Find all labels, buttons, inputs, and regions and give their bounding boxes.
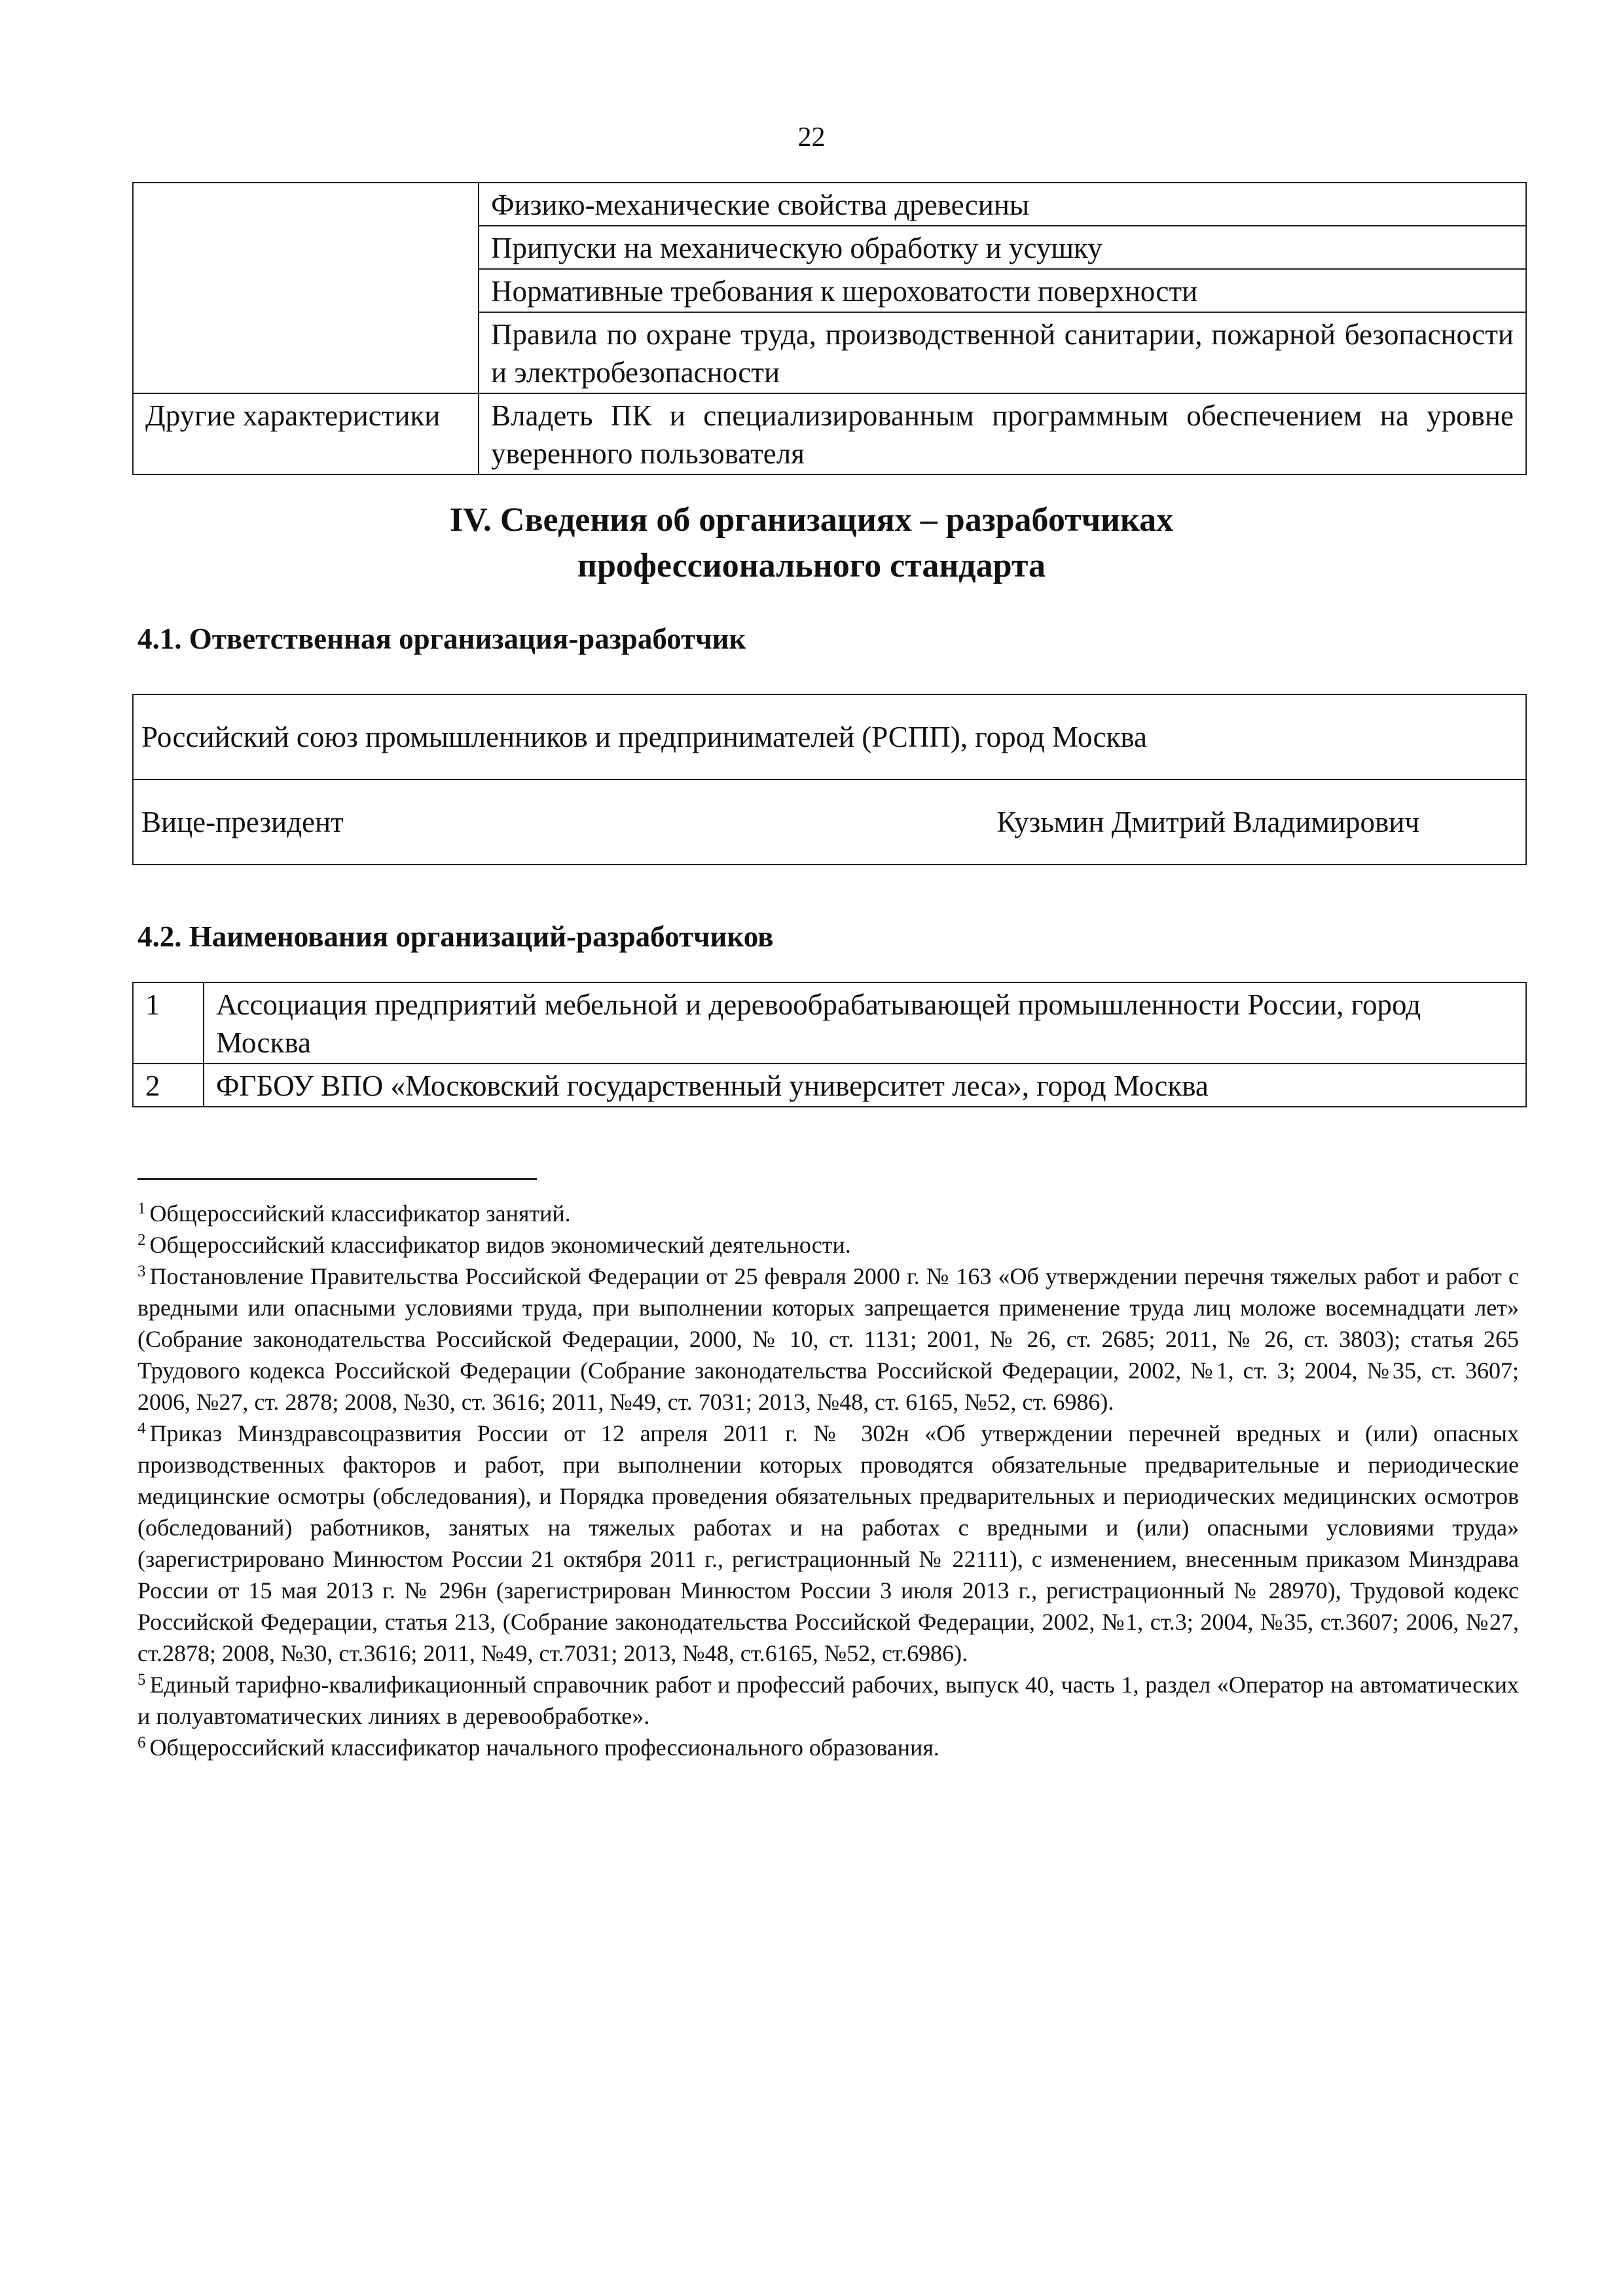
footnote-marker: 2 (137, 1231, 146, 1249)
responsible-org-name: Российский союз промышленников и предпринимателей (РСПП), город Москва (133, 694, 1526, 780)
section-title-line2: профессионального стандарта (577, 547, 1046, 584)
table-cell-label: Другие характеристики (133, 393, 479, 475)
table-cell-label (133, 183, 479, 393)
footnote (137, 1732, 1519, 1763)
table-row (133, 982, 1526, 1064)
footnote-marker: 4 (137, 1420, 146, 1437)
footnote-separator (137, 1178, 537, 1180)
table-row (133, 393, 1526, 475)
section-title (0, 497, 1623, 589)
footnote-marker: 3 (137, 1263, 146, 1280)
footnote-text: Общероссийский классификатор занятий. (149, 1200, 571, 1227)
table-row (133, 183, 1526, 226)
footnote-text: Единый тарифно-квалификационный справочник работ и профессий рабочих, выпуск 40, часть 1, раздел «Оператор на автоматических и полуавтоматических линиях в деревообработке». (137, 1672, 1519, 1729)
org-name: ФГБОУ ВПО «Московский государственный университет леса», город Москва (204, 1064, 1526, 1107)
footnote-text: Общероссийский классификатор видов экономический деятельности. (149, 1232, 851, 1258)
table-cell-value: Нормативные требования к шероховатости поверхности (479, 269, 1526, 312)
footnote (137, 1669, 1519, 1732)
responsible-org-signatory (133, 780, 1526, 865)
table-cell-value: Владеть ПК и специализированным программным обеспечением на уровне уверенного пользователя (479, 393, 1526, 475)
org-number: 2 (133, 1064, 204, 1107)
signatory-position: Вице-президент (141, 806, 344, 838)
footnote (137, 1198, 1519, 1229)
footnote-text: Приказ Минздравсоцразвития России от 12 апреля 2011 г. № 302н «Об утверждении перечней вредных и (или) опасных производственных факторов и работ, при выполнении которых проводятся обязательные предварительные и периодические медицинские осмотры (обследования), и Порядка проведения обязательных предварительных и периодических медицинских осмотров (обследований) работников, занятых на тяжелых работах и на работах с вредными и (или) опасными условиями труда» (зарегистрировано Минюстом России 21 октября 2011 г., регистрационный № 22111), с изменением, внесенным приказом Минздрава России от 15 мая 2013 г. № 296н (зарегистрирован Минюстом России 3 июля 2013 г., регистрационный № 28970), Трудовой кодекс Российской Федерации, статья 213, (Собрание законодательства Российской Федерации, 2002, №1, ст.3; 2004, №35, ст.3607; 2006, №27, ст.2878; 2008, №30, ст.3616; 2011, №49, ст.7031; 2013, №48, ст.6165, №52, ст.6986). (137, 1420, 1519, 1666)
footnote (137, 1418, 1519, 1669)
footnote-text: Постановление Правительства Российской Федерации от 25 февраля 2000 г. № 163 «Об утверждении перечня тяжелых работ и работ с вредными или опасными условиями труда, при выполнении которых запрещается применение труда лиц моложе восемнадцати лет» (Собрание законодательства Российской Федерации, 2000, № 10, ст. 1131; 2001, № 26, ст. 2685; 2011, № 26, ст. 3803); статья 265 Трудового кодекса Российской Федерации (Собрание законодательства Российской Федерации, 2002, №1, ст. 3; 2004, №35, ст. 3607; 2006, №27, ст. 2878; 2008, №30, ст. 3616; 2011, №49, ст. 7031; 2013, №48, ст. 6165, №52, ст. 6986). (137, 1263, 1519, 1415)
table-cell-value: Припуски на механическую обработку и усушку (479, 226, 1526, 269)
qualification-table (132, 182, 1527, 475)
page-number: 22 (797, 122, 826, 152)
signatory-name: Кузьмин Дмитрий Владимирович (996, 806, 1419, 838)
responsible-org-heading: 4.1. Ответственная организация-разработчик (137, 622, 746, 655)
footnote-marker: 6 (137, 1734, 146, 1751)
responsible-org-table (132, 694, 1527, 865)
footnote-marker: 1 (137, 1200, 146, 1217)
table-cell-value: Правила по охране труда, производственной санитарии, пожарной безопасности и электробезопасности (479, 312, 1526, 393)
table-row (133, 694, 1526, 780)
footnote-marker: 5 (137, 1671, 146, 1689)
table-row (133, 1064, 1526, 1107)
footnote-text: Общероссийский классификатор начального профессионального образования. (149, 1734, 939, 1761)
table-row (133, 780, 1526, 865)
footnote (137, 1261, 1519, 1418)
org-number: 1 (133, 982, 204, 1064)
table-cell-value: Физико-механические свойства древесины (479, 183, 1526, 226)
developer-orgs-heading: 4.2. Наименования организаций-разработчиков (137, 920, 774, 953)
section-title-line1: IV. Сведения об организациях – разработчиках (449, 501, 1174, 539)
footnote (137, 1229, 1519, 1261)
footnotes (137, 1198, 1519, 1763)
org-name: Ассоциация предприятий мебельной и деревообрабатывающей промышленности России, город Москва (204, 982, 1526, 1064)
developer-orgs-table (132, 982, 1527, 1107)
